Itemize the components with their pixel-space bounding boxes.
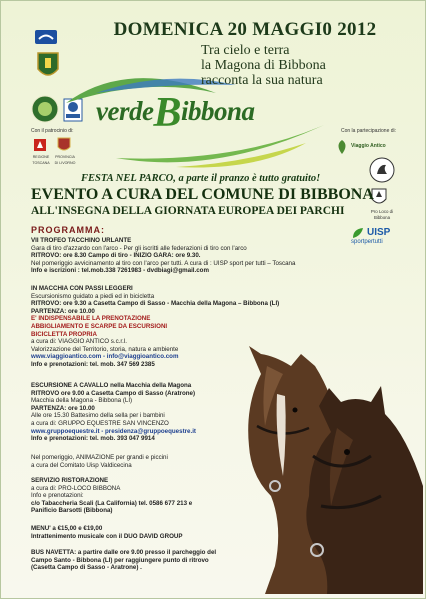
viaggio-antico-leaf-icon — [335, 139, 349, 155]
provincia-label: PROVINCIA DI LIVORNO — [54, 155, 76, 165]
blue-flag-logo — [34, 29, 58, 45]
ristorazione-line: c/o Tabaccheria Scali (La California) tel. 0586 677 213 e — [31, 499, 193, 507]
navetta-line: Campo Santo - Bibbona (LI) per raggiungere punto di ritrovo — [31, 556, 209, 564]
ristorazione-line: a cura di: PRO-LOCO BIBBONA — [31, 484, 121, 492]
cavallo-line: Macchia della Magona - Bibbona (LI) — [31, 397, 133, 405]
uisp-subtitle: sportpertutti — [351, 239, 383, 245]
parco-seal-logo — [31, 95, 59, 123]
tiro-line: RITROVO: ore 8.30 Campo di tiro - INIZIO GARA: ore 9.30. — [31, 252, 201, 260]
passeggiata-line: RITROVO: ore 9.30 a Casetta Campo di Sasso - Macchia della Magona – Bibbona (LI) — [31, 300, 280, 308]
passeggiata-line: ABBIGLIAMENTO E SCARPE DA ESCURSIONI — [31, 322, 168, 330]
navetta-section — [31, 549, 216, 572]
ristorazione-section — [31, 477, 192, 515]
cavallo-line: Alle ore 15.30 Battesimo della sella per i bambini — [31, 412, 165, 420]
passeggiata-line: PARTENZA: ore 10.00 — [31, 307, 95, 315]
uisp-label: UISP — [367, 227, 391, 238]
tiro-line: Info e iscrizioni : tel.mob.338 7261983 - dvdbiagi@gmail.com — [31, 267, 209, 275]
passeggiata-line: E' INDISPENSABILE LA PRENOTAZIONE — [31, 315, 151, 323]
ristorazione-line: Panificio Barsotti (Bibbona) — [31, 507, 113, 515]
animazione-section — [31, 454, 168, 469]
subtitle-line: racconta la sua natura — [201, 73, 323, 88]
tiro-line: Nel pomeriggio avvicinamento al tiro con l'arco per tutti. A cura di : UISP sport per tutti – Toscana — [31, 259, 296, 267]
passeggiata-line: Info e prenotazioni: tel. mob. 347 569 2385 — [31, 360, 155, 368]
regione-toscana-logo — [33, 138, 47, 152]
cavallo-section — [31, 382, 196, 443]
event-date-title: DOMENICA 20 MAGGI0 2012 — [113, 19, 377, 40]
subtitle-line: Tra cielo e terra — [201, 43, 290, 58]
animazione-line: Nel pomeriggio, ANIMAZIONE per grandi e piccini — [31, 454, 168, 461]
insegna-heading: ALL'INSEGNA DELLA GIORNATA EUROPEA DEI PARCHI — [31, 205, 345, 217]
menu-section — [31, 525, 183, 540]
regione-label: REGIONE TOSCANA — [32, 155, 50, 165]
partecipazione-label: Con la partecipazione di: — [341, 128, 397, 134]
patrocinio-label: Con il patrocinio di: — [31, 128, 74, 134]
ristorazione-title: SERVIZIO RISTORAZIONE — [31, 477, 109, 484]
cavallo-link[interactable]: www.gruppoequestre.it - presidenza@gruppoequestre.it — [31, 427, 196, 435]
uisp-leaf-icon — [351, 227, 365, 239]
cavallo-title: ESCURSIONE A CAVALLO nella Macchia della Magona — [31, 382, 192, 389]
cavallo-line: PARTENZA: ore 10.00 — [31, 404, 95, 412]
event-subtitle — [201, 43, 326, 88]
programma-heading: PROGRAMMA: — [31, 225, 105, 235]
passeggiata-link[interactable]: www.viaggioantico.com - info@viaggioantico.com — [31, 353, 179, 361]
passeggiata-line: a cura di: VIAGGIO ANTICO s.c.r.l. — [31, 338, 127, 346]
brand-prefix: verde — [96, 96, 154, 126]
subtitle-line: la Magona di Bibbona — [201, 58, 326, 73]
passeggiata-title: IN MACCHIA CON PASSI LEGGERI — [31, 285, 133, 292]
festa-notice: FESTA NEL PARCO, a parte il pranzo è tutto gratuito! — [81, 173, 321, 184]
brand-initial: B — [153, 90, 181, 136]
tiro-line: Gara di tiro d'azzardo con l'arco - Per gli iscritti alle federazioni di tiro con l'arco — [31, 244, 247, 252]
passeggiata-line: BICICLETTA PROPRIA — [31, 330, 97, 338]
viaggio-antico-label: Viaggio Antico — [351, 143, 386, 149]
pro-loco-label: Pro Loco di Bibbona — [370, 209, 394, 220]
animazione-line: a cura del Comitato Uisp Valdicecina — [31, 461, 132, 469]
cavallo-line: a cura di: GRUPPO EQUESTRE SAN VINCENZO — [31, 419, 169, 427]
cavallo-line: RITROVO ore 9.00 a Casetta Campo di Sasso (Aratrone) — [31, 389, 196, 397]
passeggiata-line: Valorizzazione del Territorio, storia, natura e ambiente — [31, 345, 179, 353]
navetta-line: (Casetta Campo di Sasso - Aratrone) . — [31, 564, 142, 572]
menu-price: MENU' a €15,00 e €19,00 — [31, 525, 103, 532]
cavallo-line: Info e prenotazioni: tel. mob. 393 047 9914 — [31, 435, 155, 443]
navetta-line: BUS NAVETTA: a partire dalle ore 9.00 presso il parcheggio del — [31, 549, 217, 556]
tiro-section — [31, 237, 295, 275]
verde-bibbona-logo — [96, 89, 255, 137]
provincia-livorno-logo — [57, 137, 71, 153]
ristorazione-line: Info e prenotazioni: — [31, 492, 84, 500]
brand-suffix: ibbona — [180, 96, 255, 126]
horses-photo — [231, 336, 423, 594]
evento-heading: EVENTO A CURA DEL COMUNE DI BIBBONA — [31, 186, 374, 203]
passeggiata-line: Escursionismo guidato a piedi ed in bicicletta — [31, 292, 155, 300]
tiro-title: VII TROFEO TACCHINO URLANTE — [31, 237, 132, 244]
gruppo-equestre-logo — [369, 157, 395, 183]
menu-music: Intrattenimento musicale con il DUO DAVID GROUP — [31, 532, 183, 540]
